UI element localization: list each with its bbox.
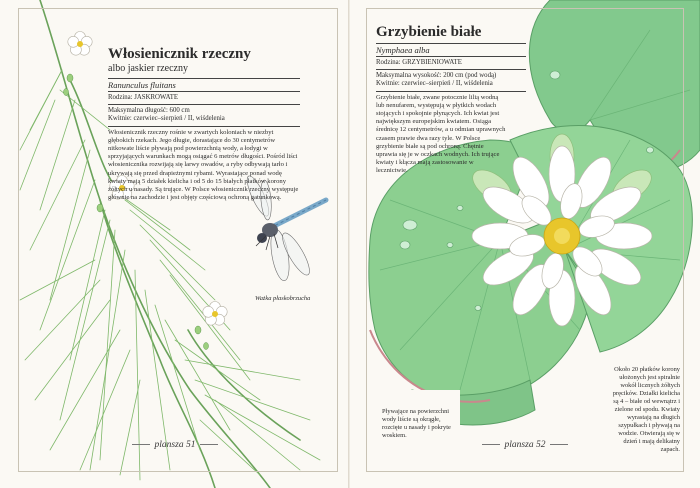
max-length: Maksymalna długość: 600 cm <box>108 107 190 115</box>
max-height: Maksymalna wysokość: 200 cm (pod wodą) <box>376 72 497 80</box>
species-entry-right <box>376 24 526 176</box>
right-page <box>350 0 700 488</box>
species-description: Włosienicznik rzeczny rośnie w zwartych koloniach w niezbyt głębokich rzekach. Jego długie, dorastające do 30 centymetrów nitkowate liście pływają pod powierzchnią wody, a łodygi w sprzyjających warunkach mogą osiągać 6 metrów długości. Pośród liści włosienicznika rozwijają się larwy owadów, a ryby odbywają tarło i ukrywają się przed drapieżnymi rybami. Wyrastające ponad wodę kwiaty mają 5 działek kielicha i od 5 do 15 białych płatków korony żółtych u nasady. Są trujące. W Polsce włosienicznik rzeczny występuje głównie na zachodzie i jest objęty częściową ochroną gatunkową. <box>108 128 299 202</box>
species-subtitle: albo jaskier rzeczny <box>108 63 188 74</box>
species-entry-left <box>108 46 300 202</box>
species-description: Grzybienie białe, zwane potocznie lilią wodną lub nenufarem, występują w płytkich wodach stojących i spokojnie płynących. Ich kwiat jest największym europejskim kwiatem. Osiąga średnicę 12 centymetrów, a u odmian uprawnych czasem prawie dwa razy tyle. W Polsce grzybienie białe są pod ochroną. Chętnie uprawia się je w oczkach wodnych. Ich trujące kwiaty i kłącza mają zastosowanie w lecznictwie. <box>376 93 506 175</box>
flower-caption: Około 20 płatków korony ułożonych jest spiralnie wokół licznych żółtych pręcików. Działki kielicha są 4 – białe od wewnątrz i zielone od spodu. Kwiaty wyrastają na długich szypułkach i pływają na wodzie. Otwierają się w dzień i mają delikatny zapach. <box>612 366 680 453</box>
plate-number: plansza 52 <box>504 440 546 450</box>
species-title: Włosienicznik rzeczny <box>108 46 251 62</box>
dragonfly-caption: Ważka płaskobrzucha <box>255 295 311 302</box>
species-title: Grzybienie białe <box>376 24 482 40</box>
rule-right <box>550 444 568 445</box>
flowering-period: Kwitnie: czerwiec–sierpień / II, wiśdelenia <box>108 115 300 126</box>
latin-name: Ranunculus fluitans <box>108 78 300 92</box>
leaves-caption: Pływające na powierzchni wody liście są okrągłe, rozcięte u nasady i pokryte woskiem. <box>382 408 451 439</box>
rule-right <box>200 444 218 445</box>
flowering-period: Kwitnie: czerwiec–sierpień / II, wiśdelenia <box>376 80 526 91</box>
latin-name: Nymphaea alba <box>376 43 526 57</box>
family-line: Rodzina: JASKROWATE <box>108 94 300 105</box>
rule-left <box>482 444 500 445</box>
plate-label-left <box>110 440 240 450</box>
plate-number: plansza 51 <box>154 440 196 450</box>
family-line: Rodzina: GRZYBIENIOWATE <box>376 59 526 70</box>
plate-label-right <box>460 440 590 450</box>
rule-left <box>132 444 150 445</box>
